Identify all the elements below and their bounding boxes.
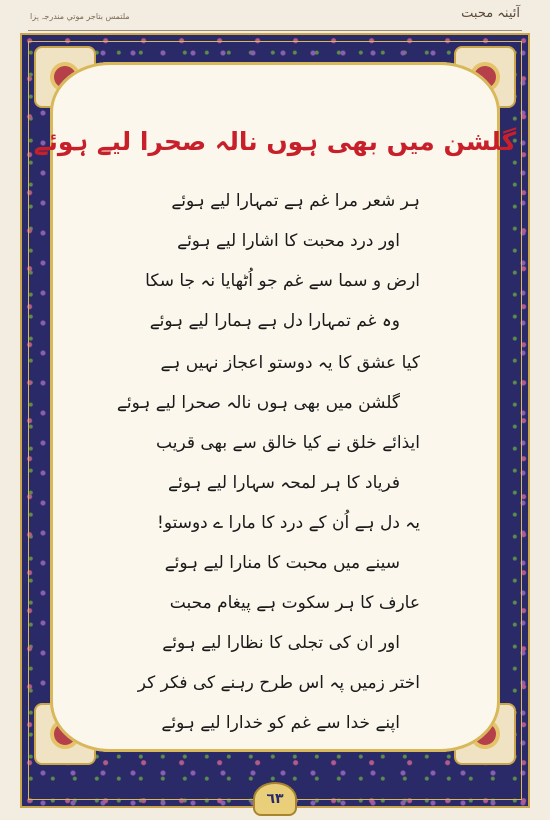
- verse-line: اپنے خدا سے غم کو خدارا لیے ہوئے: [161, 713, 400, 733]
- page-number-badge: [253, 782, 297, 816]
- verse-line: سینے میں محبت کا منارا لیے ہوئے: [164, 553, 400, 573]
- verse-line: اور ان کی تجلی کا نظارا لیے ہوئے: [162, 633, 400, 653]
- verse-line: گلشن میں بھی ہوں نالہ صحرا لیے ہوئے: [116, 393, 400, 413]
- verse-line: یہ دل ہے اُن کے درد کا مارا ے دوستو!: [157, 513, 420, 533]
- header-left-text: ﻣﻠﺘﻤﺲ ﺑﺘﺎﺟﺮ ﻣﻮﺗﻲ ﻣﻨﺪرﺟﮧ ﮨﺰا: [30, 12, 130, 21]
- verse-line: ارض و سما سے غم جو اُٹھایا نہ جا سکا: [145, 271, 420, 291]
- verse-line: فریاد کا ہر لمحہ سہارا لیے ہوئے: [168, 473, 400, 493]
- verse-line: ہر شعر مرا غم ہے تمہارا لیے ہوئے: [171, 191, 420, 211]
- verse-line: ایذائے خلق نے کیا خالق سے بھی قریب: [156, 433, 420, 453]
- verse-line: وہ غم تمہارا دل ہے ہمارا لیے ہوئے: [149, 311, 400, 331]
- verse-line: اختر زمیں پہ اس طرح رہنے کی فکر کر: [137, 673, 420, 693]
- header-right-text: آئینہ محبت: [461, 6, 520, 21]
- verse-line: عارف کا ہر سکوت ہے پیغام محبت: [169, 593, 420, 613]
- verse-line: اور درد محبت کا اشارا لیے ہوئے: [177, 231, 400, 251]
- verse-line: کیا عشق کا یہ دوستو اعجاز نہیں ہے: [160, 353, 420, 373]
- poem-title: گلشن میں بھی ہوں نالہ صحرا لیے ہوئے: [33, 127, 517, 156]
- page-number: ٦٣: [266, 791, 284, 807]
